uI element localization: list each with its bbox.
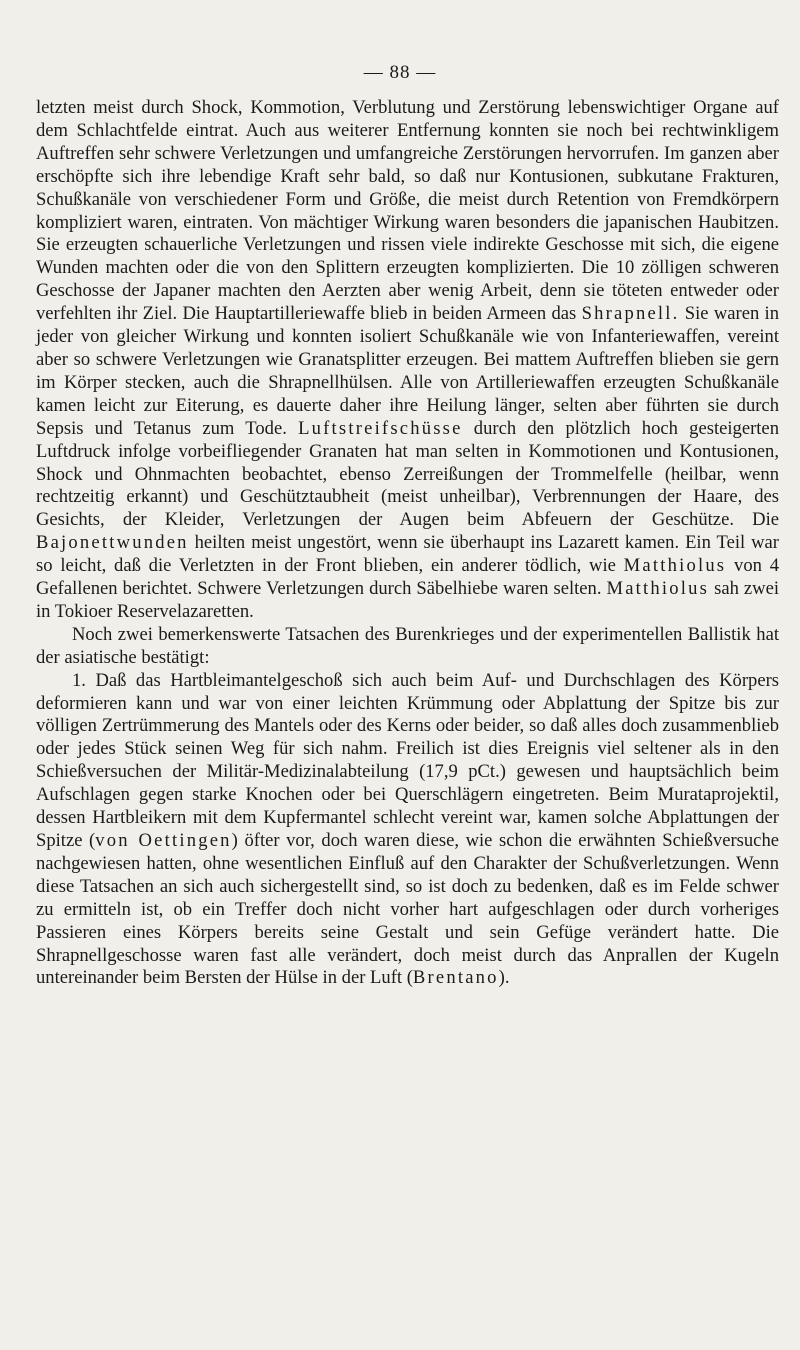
- text-segment: Sie waren in jeder von gleicher Wirkung und konnten isoliert Schußkanäle wie von Infanteriewaffen, vereint aber so schwere Verletzungen wie Granatsplitter erzeugen. Bei mattem Auftreffen blieben sie gern im Körper stecken, auch die Shrapnellhülsen. Alle von Artilleriewaffen erzeugten Schußkanäle kamen leicht zur Eiterung, es dauerte daher ihre Heilung länger, selten aber führten sie durch Sepsis und Tetanus zum Tode.: [36, 303, 780, 439]
- paragraph-1: [36, 97, 779, 624]
- text-segment: durch den plötzlich hoch gesteigerten Luftdruck infolge vorbeifliegender Granaten hat man selten in Kommotionen und Kontusionen, Shock und Ohnmachten beobachtet, ebenso Zerreißungen der Trommelfelle (heilbar, wenn rechtzeitig erkannt) und Geschütztaubheit (meist unheilbar), Verbrennungen der Haare, des Gesichts, der Kleider, Verletzungen der Augen beim Abfeuern der Geschütze. Die: [36, 417, 779, 531]
- emphasis-luftstreifschuesse: Luftstreifschüsse: [298, 417, 463, 439]
- paragraph-3: [36, 670, 779, 991]
- text-segment: ).: [498, 967, 510, 989]
- body-text: [36, 97, 779, 990]
- text-segment: letzten meist durch Shock, Kommotion, Verblutung und Zerstörung lebenswichtiger Organe auf dem Schlachtfelde eintrat. Auch aus weiterer Entfernung konnten sie noch bei rechtwinkligem Auftreffen sehr schwere Verletzungen und umfangreiche Zerstörungen hervorrufen. Im ganzen aber erschöpfte sich ihre lebendige Kraft sehr bald, so daß nur Kontusionen, subkutane Frakturen, Schußkanäle von verschiedener Form und Größe, die meist durch Retention von Fremdkörpern kompliziert waren, eintraten. Von mächtiger Wirkung waren besonders die japanischen Haubitzen. Sie erzeugten schauerliche Verletzungen und rissen viele indirekte Geschosse mit sich, die eigene Wunden machten oder die von den Splittern erzeugten komplizierten. Die 10 zölligen schweren Geschosse der Japaner machten den Aerzten aber wenig Arbeit, denn sie töteten entweder oder verfehlten ihr Ziel. Die Hauptartilleriewaffe blieb in beiden Armeen das: [36, 97, 779, 325]
- text-segment: sah zwei in Tokioer Reservelazaretten.: [36, 578, 779, 622]
- text-segment: Noch zwei bemerkenswerte Tatsachen des Burenkrieges und der experimentellen Ballistik hat der asiatische bestätigt:: [36, 623, 779, 668]
- author-name-brentano: Brentano: [412, 967, 499, 989]
- text-segment: 1. Daß das Hartbleimantelgeschoß sich auch beim Auf- und Durchschlagen des Körpers deformieren kann und war von einer leichten Krümmung oder Abplattung der Spitze bis zur völligen Zertrümmerung des Mantels oder des Kerns oder beider, so daß alles doch zusammenblieb oder jedes Stück seinen Weg für sich nahm. Freilich ist dies Ereignis viel seltener als in den Schießversuchen der Militär-Medizinalabteilung (17,9 pCt.) gewesen und hauptsächlich beim Aufschlagen gegen starke Knochen oder bei Querschlägern eingetreten. Beim Murataprojektil, dessen Hartbleikern mit dem Kupfermantel schlecht vereint war, kamen solche Abplattungen der Spitze (: [36, 669, 779, 851]
- author-name-matthiolus: Matthiolus: [606, 578, 710, 600]
- emphasis-shrapnell: Shrapnell.: [581, 303, 680, 325]
- page-number: — 88 —: [363, 62, 437, 83]
- text-segment: heilten meist ungestört, wenn sie überhaupt ins Lazarett kamen. Ein Teil war so leicht, daß die Verletzten in der Front blieben, ein anderer tödlich, wie: [36, 532, 779, 577]
- text-segment: ) öfter vor, doch waren diese, wie schon die erwähnten Schießversuche nachgewiesen hatten, ohne wesentlichen Einfluß auf den Charakter der Schußverletzungen. Wenn diese Tatsachen an sich auch sichergestellt sind, so ist doch zu bedenken, daß es im Felde schwer zu ermitteln ist, ob ein Treffer doch nicht vorher hart aufgeschlagen oder durch vorheriges Passieren eines Körpers bereits seine Gestalt und sein Gefüge verändert hatte. Die Shrapnellgeschosse waren fast alle verändert, doch meist durch das Anprallen der Kugeln untereinander beim Bersten der Hülse in der Luft (: [36, 830, 779, 989]
- paragraph-2: [36, 624, 779, 670]
- author-name-oettingen: von Oettingen: [95, 830, 232, 851]
- text-segment: von 4 Gefallenen berichtet. Schwere Verletzungen durch Säbelhiebe waren selten.: [36, 555, 779, 600]
- author-name-matthiolus: Matthiolus: [623, 555, 727, 577]
- emphasis-bajonettwunden: Bajonettwunden: [36, 532, 189, 554]
